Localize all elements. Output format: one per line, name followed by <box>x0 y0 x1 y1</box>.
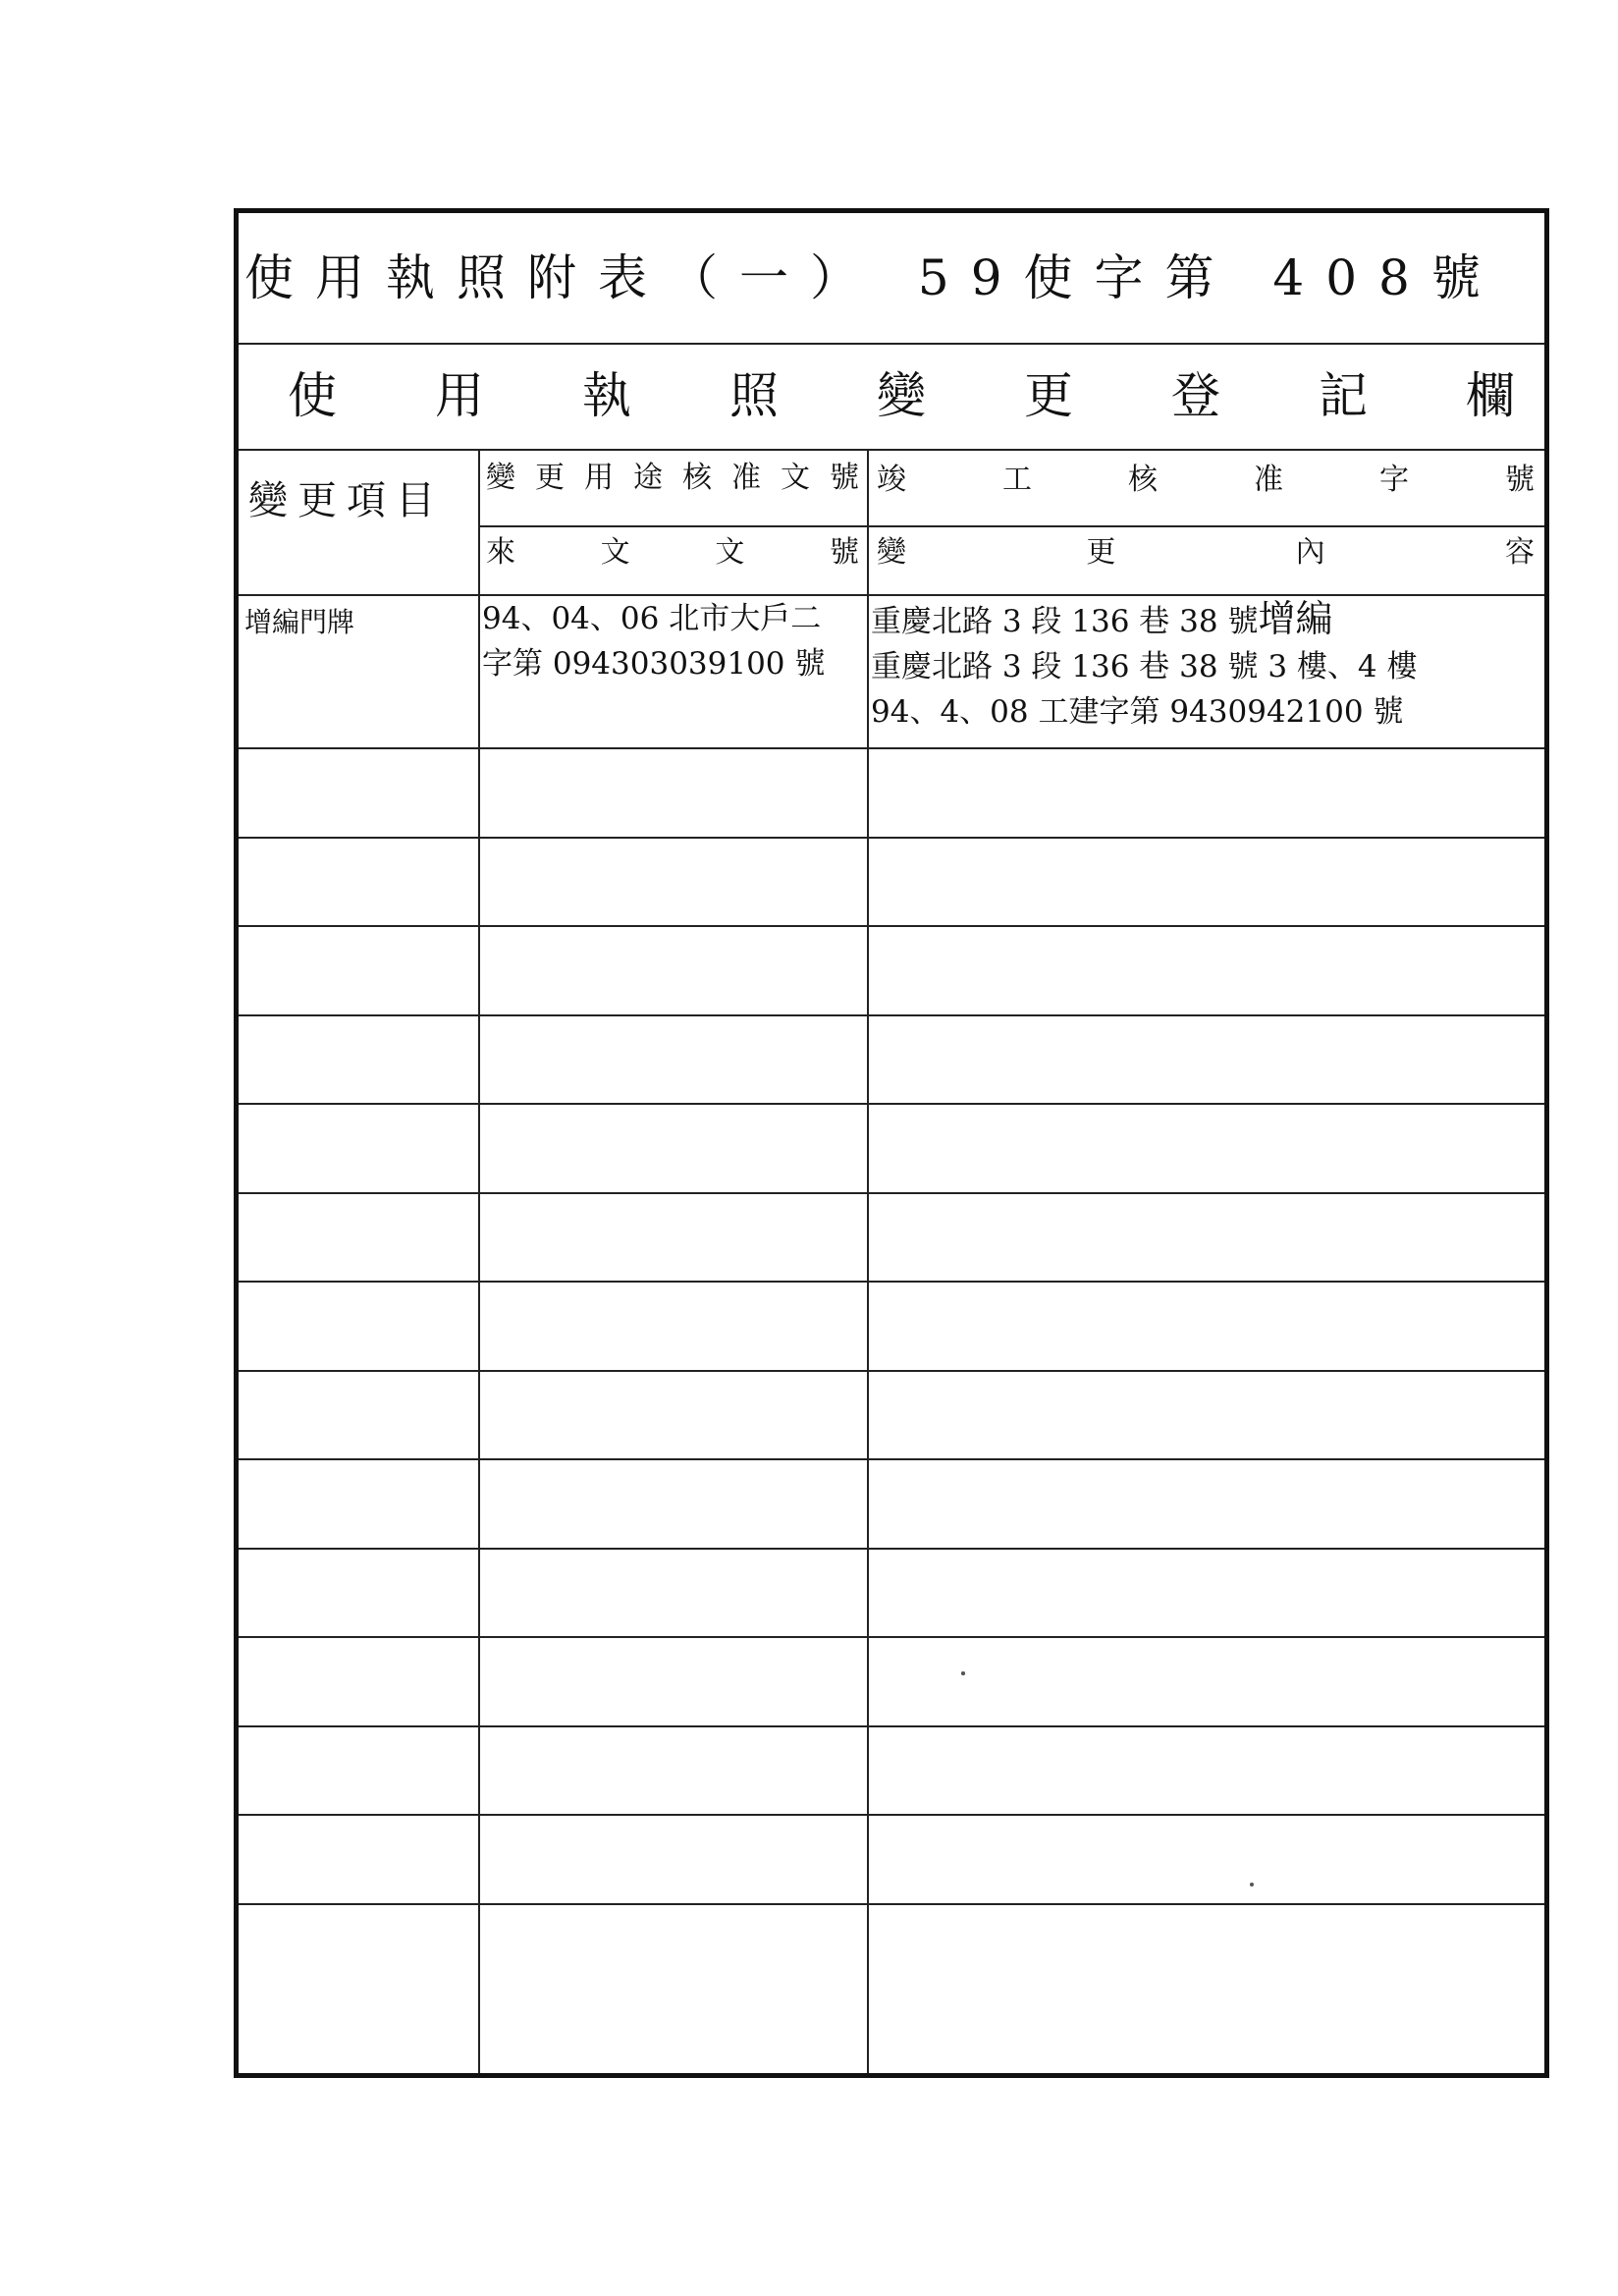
header-divider <box>478 525 1544 527</box>
column-header-char: 文 <box>600 535 630 570</box>
entry-content-line-1-main: 重慶北路 3 段 136 巷 38 號 <box>871 604 1259 639</box>
column-header-char: 號 <box>1505 463 1535 497</box>
form-title <box>244 248 1502 307</box>
heading-char: 變 <box>877 367 926 424</box>
entry-content-line-3: 94、4、08 工建字第 9430942100 號 <box>871 694 1404 730</box>
column-header-approval-number <box>486 459 859 498</box>
heading-char: 更 <box>1024 367 1073 424</box>
column-header-char: 竣 <box>877 463 906 497</box>
form-title-row <box>239 213 1544 345</box>
row-divider <box>239 1103 1544 1105</box>
entry-document-line-1: 94、04、06 北市大戶二 <box>482 601 822 636</box>
column-header-char: 准 <box>731 461 761 495</box>
column-header-char: 文 <box>781 461 810 495</box>
change-register-heading <box>288 366 1515 425</box>
row-divider <box>239 1814 1544 1816</box>
heading-char: 記 <box>1319 367 1368 424</box>
permit-number: 59使字第 408號 <box>917 249 1502 306</box>
row-divider <box>239 1903 1544 1905</box>
entry-content-line-2: 重慶北路 3 段 136 巷 38 號 3 樓、4 樓 <box>871 649 1418 684</box>
scan-speck <box>961 1671 965 1675</box>
column-header-char: 准 <box>1254 463 1283 497</box>
entry-document-line-2: 字第 094303039100 號 <box>482 646 826 682</box>
column-header-completion-number <box>877 461 1535 500</box>
column-header-char: 字 <box>1379 463 1409 497</box>
row-divider <box>239 1281 1544 1283</box>
column-header-char: 更 <box>535 461 565 495</box>
row-divider <box>239 1458 1544 1460</box>
entry-content-line-1-tail: 增編 <box>1258 597 1333 640</box>
row-divider <box>239 925 1544 927</box>
heading-char: 照 <box>729 367 779 424</box>
column-header-change-content <box>877 533 1535 573</box>
column-header-char: 來 <box>486 535 515 570</box>
column-header-char: 號 <box>830 461 859 495</box>
row-divider <box>239 747 1544 749</box>
column-header-char: 文 <box>715 535 745 570</box>
row-divider <box>239 837 1544 839</box>
scan-speck <box>1250 1883 1254 1886</box>
column-header-char: 內 <box>1295 535 1325 570</box>
column-header-char: 變 <box>486 461 515 495</box>
entry-item: 增編門牌 <box>244 606 355 638</box>
column-header-incoming-number <box>486 533 859 573</box>
heading-char: 執 <box>582 367 631 424</box>
entry-document-number <box>482 596 825 686</box>
change-register-heading-row <box>239 345 1544 451</box>
column-header-char: 工 <box>1002 463 1032 497</box>
row-divider <box>239 1636 1544 1638</box>
form-title-prefix: 使用執照附表（一） <box>244 249 881 306</box>
row-divider <box>239 1370 1544 1372</box>
heading-char: 使 <box>288 367 337 424</box>
column-header-char: 容 <box>1504 535 1535 570</box>
column-divider <box>867 449 869 2073</box>
entry-change-content <box>871 596 1417 735</box>
entry-content-line-1 <box>871 596 1417 644</box>
column-header-char: 用 <box>584 461 614 495</box>
usage-permit-form <box>234 208 1549 2078</box>
row-divider <box>239 1192 1544 1194</box>
column-header-char: 變 <box>877 535 906 570</box>
row-divider <box>239 1548 1544 1550</box>
column-divider <box>478 449 480 2073</box>
column-header-change-item: 變更項目 <box>248 478 445 523</box>
heading-char: 登 <box>1171 367 1220 424</box>
row-divider <box>239 1014 1544 1016</box>
row-divider <box>239 1725 1544 1727</box>
column-header-char: 核 <box>682 461 712 495</box>
column-header-char: 更 <box>1086 535 1116 570</box>
column-header-char: 號 <box>829 535 859 570</box>
heading-char: 用 <box>435 367 484 424</box>
heading-char: 欄 <box>1466 367 1515 424</box>
column-header-char: 核 <box>1128 463 1158 497</box>
column-header-char: 途 <box>633 461 663 495</box>
